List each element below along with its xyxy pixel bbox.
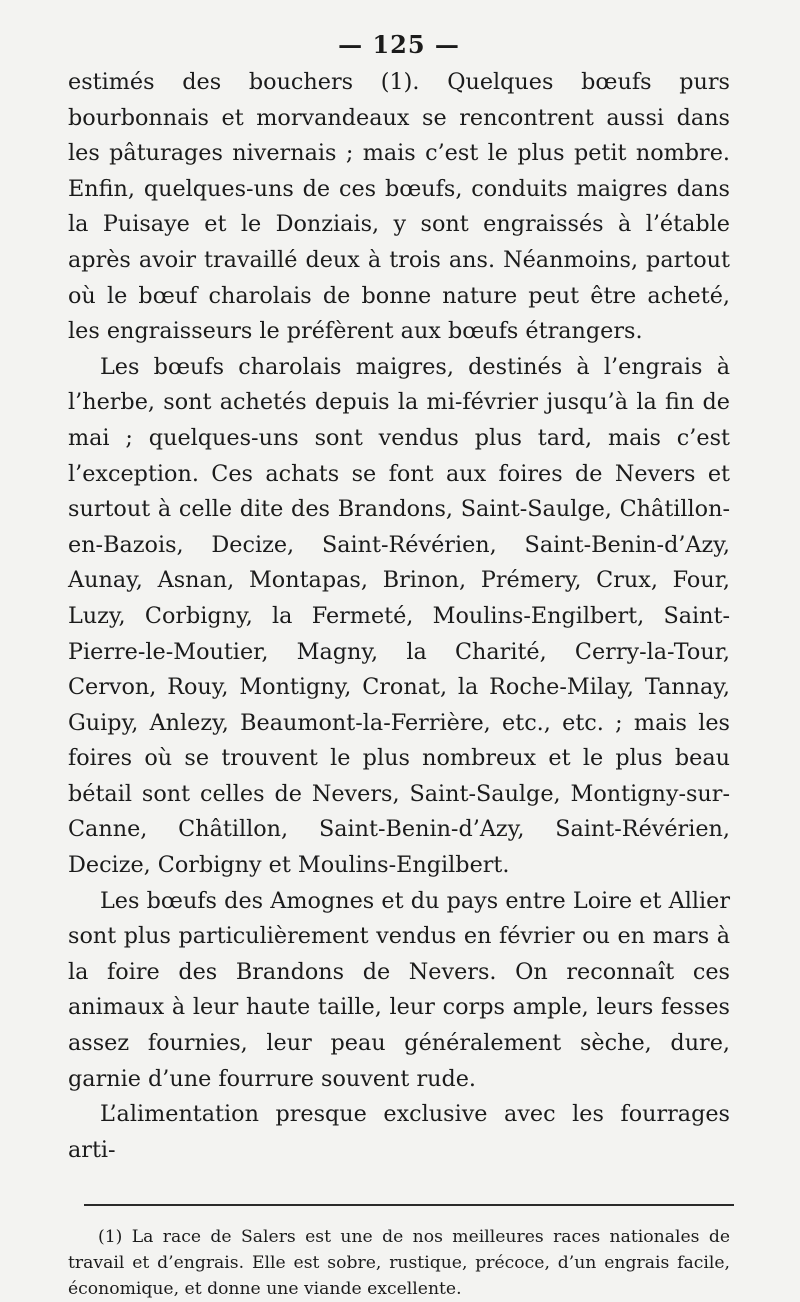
footnote-divider <box>84 1204 734 1206</box>
page-number: — 125 — <box>338 30 460 59</box>
paragraph-4: L’alimentation presque exclusive avec les fourrages arti- <box>68 1101 730 1163</box>
paragraph-2: Les bœufs charolais maigres, destinés à l’engrais à l’herbe, sont achetés depuis la mi-février jusqu’à la fin de mai ; quelques-uns sont vendus plus tard, mais c’est l’exception. Ces achats se font aux foires de Nevers et surtout à celle dite des Brandons, Saint-Saulge, Châtillon-en-Bazois, Decize, Saint-Révérien, Saint-Benin-d’Azy, Aunay, Asnan, Montapas, Brinon, Prémery, Crux, Four, Luzy, Corbigny, la Fermeté, Moulins-Engilbert, Saint-Pierre-le-Moutier, Magny, la Charité, Cerry-la-Tour, Cervon, Rouy, Montigny, Cronat, la Roche-Milay, Tannay, Guipy, Anlezy, Beaumont-la-Ferrière, etc., etc. ; mais les foires où se trouvent le plus nombreux et le plus beau bétail sont celles de Nevers, Saint-Saulge, Montigny-sur-Canne, Châtillon, Saint-Benin-d’Azy, Saint-Révérien, Decize, Corbigny et Moulins-Engilbert. <box>68 353 730 879</box>
footnote: (1) La race de Salers est une de nos meilleures races nationales de travail et d’engrais. Elle est sobre, rustique, précoce, d’un engrais facile, économique, et donne une viande excellente. <box>68 1227 730 1300</box>
main-text <box>68 65 730 1168</box>
paragraph-3: Les bœufs des Amognes et du pays entre Loire et Allier sont plus particulièrement vendus en février ou en mars à la foire des Brandons de Nevers. On reconnaît ces animaux à leur haute taille, leur corps ample, leurs fesses assez fournies, leur peau généralement sèche, dure, garnie d’une fourrure souvent rude. <box>68 887 730 1092</box>
paragraph-1: estimés des bouchers (1). Quelques bœufs purs bourbonnais et morvandeaux se rencontrent aussi dans les pâturages nivernais ; mais c’est le plus petit nombre. Enfin, quelques-uns de ces bœufs, conduits maigres dans la Puisaye et le Donziais, y sont engraissés à l’étable après avoir travaillé deux à trois ans. Néanmoins, partout où le bœuf charolais de bonne nature peut être acheté, les engraisseurs le préfèrent aux bœufs étrangers. <box>68 69 730 345</box>
